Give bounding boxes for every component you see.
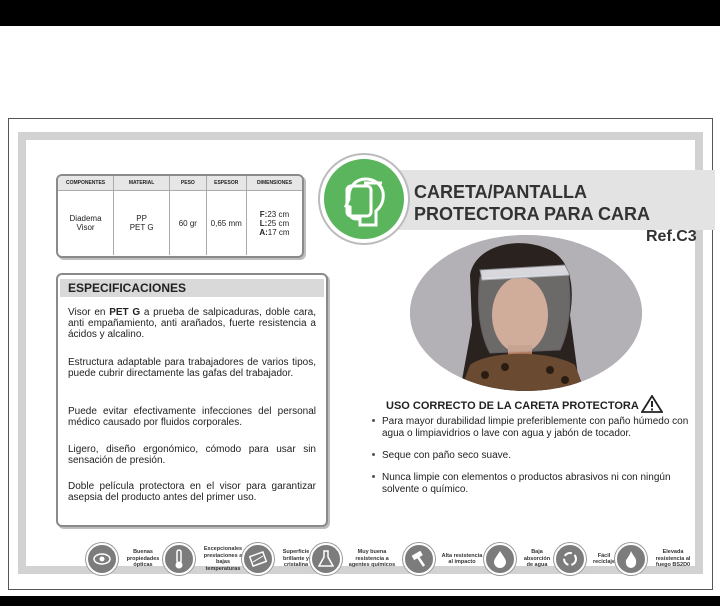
cell-material (114, 191, 170, 255)
dimension-front: F:23 cm (259, 209, 290, 219)
spec-paragraph: Puede evitar efectivamente infecciones del personal médico causado por fluidos corporales. (68, 406, 316, 428)
eye-icon (86, 543, 118, 575)
feature-item: Baja absorción de agua (484, 543, 554, 575)
dimension-length: L:25 cm (259, 218, 290, 228)
list-item: Seque con paño seco suave. (372, 450, 702, 462)
thermometer-icon (163, 543, 195, 575)
header-weight: PESO (170, 176, 206, 190)
usage-list (372, 416, 702, 506)
product-title-line: PROTECTORA PARA CARA (414, 204, 651, 224)
hammer-icon (403, 543, 435, 575)
feature-item: Excepcionales prestaciones a bajas temperaturas (163, 543, 247, 575)
component-name: Diadema (69, 214, 102, 223)
material-name: PET G (129, 223, 154, 232)
sheet-frame (18, 132, 703, 574)
product-photo (410, 235, 642, 391)
shine-icon (242, 543, 274, 575)
cell-dimensions (247, 191, 302, 255)
product-title-line: CARETA/PANTALLA (414, 182, 587, 202)
spec-paragraph: Ligero, diseño ergonómico, cómodo para usar sin sensación de presión. (68, 444, 316, 466)
product-title (414, 181, 650, 225)
dimension-height: A:17 cm (259, 227, 290, 237)
feature-item: Alta resistencia al impacto (403, 543, 485, 575)
product-sheet (8, 118, 713, 590)
feature-item: Buenas propiedades ópticas (86, 543, 164, 575)
list-item: Para mayor durabilidad limpie preferiblemente con paño húmedo con agua o limpiavidrios o lave con agua y jabón de tocador. (372, 416, 702, 440)
flask-icon (310, 543, 342, 575)
table-row (58, 191, 302, 255)
feature-item: Elevada resistencia al fuego BS2D0 (615, 543, 695, 575)
specifications-title: ESPECIFICACIONES (60, 279, 324, 297)
table-header (58, 176, 302, 191)
header-dimensions: DIMENSIONES (256, 180, 292, 186)
top-black-bar (0, 0, 720, 26)
cell-weight: 60 gr (170, 191, 206, 255)
component-name: Visor (76, 223, 95, 232)
header-material: MATERIAL (114, 176, 170, 190)
components-table (56, 174, 304, 258)
sheet-content (26, 140, 697, 572)
face-shield-icon (320, 155, 408, 243)
spec-paragraph: Doble película protectora en el visor para garantizar asepsia del producto antes del primer uso. (68, 481, 316, 503)
spec-paragraph: Estructura adaptable para trabajadores de varios tipos, puede cubrir directamente las gafas del trabajador. (68, 357, 316, 379)
specifications-box (56, 273, 328, 527)
feature-item: Superficie brillante y cristalina (242, 543, 314, 575)
recycle-icon (554, 543, 586, 575)
spec-paragraph: Visor en PET G a prueba de salpicaduras, doble cara, anti empañamiento, anti arañados, fuerte resistencia a ácidos y alcalino. (68, 307, 316, 340)
feature-item: Fácil reciclaje (554, 543, 618, 575)
product-reference: Ref.C3 (646, 228, 697, 245)
cell-thickness: 0,65 mm (207, 191, 247, 255)
usage-title: USO CORRECTO DE LA CARETA PROTECTORA (386, 395, 663, 413)
warning-icon (641, 395, 663, 413)
feature-item: Muy buena resistencia a agentes químicos (310, 543, 398, 575)
bottom-black-bar (0, 596, 720, 606)
header-components: COMPONENTES (58, 176, 114, 190)
material-name: PP (136, 214, 147, 223)
flame-icon (615, 543, 647, 575)
cell-components (58, 191, 114, 255)
list-item: Nunca limpie con elementos o productos abrasivos ni con ningún solvente o químico. (372, 472, 702, 496)
header-thickness: ESPESOR (207, 176, 247, 190)
drop-icon (484, 543, 516, 575)
